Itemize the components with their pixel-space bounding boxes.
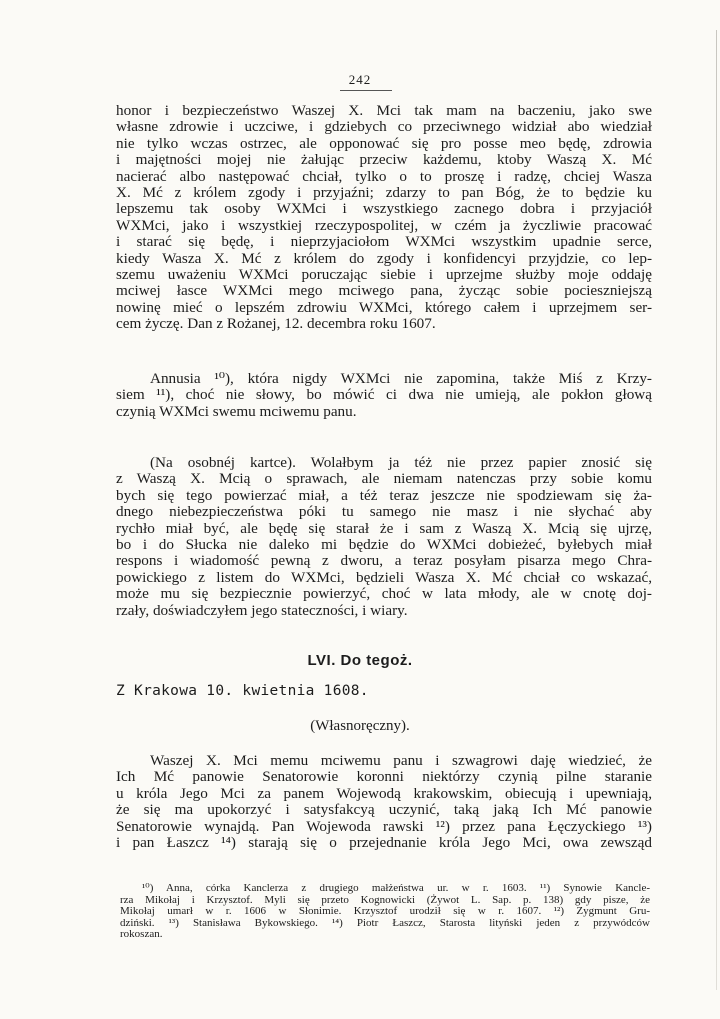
footnote-line: rza Mikołaj i Krzysztof. Myli się przeto Kognowicki (Żywot L. Sap. p. 138) gdy pisze, że (120, 893, 650, 906)
text-line: dnego niebezpieczeństwa póki tu samego nie masz i nie słychać aby (116, 503, 652, 521)
page-number: 242 (348, 72, 372, 87)
text-line: Senatorowie wynajdą. Pan Wojewoda rawski ¹²) przez pana Łęczyckiego ¹³) (116, 817, 652, 835)
text-line: powickiego z listem do WXMci, będzieli Wasza X. Mć chciał co wskazać, (116, 568, 652, 586)
text-line: honor i bezpieczeństwo Waszej X. Mci tak mam na baczeniu, jako swe (116, 102, 652, 119)
text-line: respons i wiadomość pewną z dworu, a teraz posyłam pisarza mego Chra- (116, 552, 652, 570)
text-line: siem ¹¹), choć nie słowy, bo mówić ci dwa nie umieją, ale pokłon głową (116, 386, 652, 404)
letter-end-paragraph (116, 103, 652, 333)
text-line: czynią WXMci swemu mciwemu panu. (116, 402, 357, 420)
text-line: WXMci, jako i wszystkiej rzeczypospolitej, w czém ja życzliwie pracować (116, 216, 652, 234)
text-line: i starać się będę, i nieprzyjaciołom WXMci wszystkim upadnie serce, (116, 233, 652, 251)
scan-edge (716, 30, 717, 990)
postscript-kartka (116, 455, 652, 619)
text-line: mciwej łasce WXMci mego mciwego pana, życząc sobie pocieszniejszą (116, 282, 652, 300)
new-letter-paragraph (116, 753, 652, 851)
text-line: X. Mć z królem zgody i przyjaźni; zdarzy to pan Bóg, że to będzie ku (116, 184, 652, 202)
text-line: nacierać albo następować chciał, tylko o to proszę i radzę, chciej Wasza (116, 167, 652, 185)
text-line: nie tylko wczas ostrzec, ale opponować się pro posse meo będę, zdrowia (116, 134, 652, 152)
text-line: że się ma upokorzyć i satysfakcyą uczynić, taką jaką Ich Mć panowie (116, 801, 652, 819)
text-line: u króla Jego Mci za panem Wojewodą krakowskim, obiecują i upewniają, (116, 784, 652, 802)
text-line: i pan Łaszcz ¹⁴) starają się o przejednanie króla Jego Mci, owa zewsząd (116, 834, 652, 852)
text-line: nowinę mieć o lepszém zdrowiu WXMci, którego całem i uprzejmem ser- (116, 298, 652, 316)
text-line: rychło miał być, ale będę się starał że i sam z Waszą X. Mcią się ujrzę, (116, 519, 652, 537)
text-line: własne zdrowie i uczciwe, i gdziebych co przeciwnego widział abo wiedział (116, 118, 652, 136)
postscript-annusia (116, 371, 652, 420)
footnote-line: ¹⁰) Anna, córka Kanclerza z drugiego małżeństwa ur. w r. 1603. ¹¹) Synowie Kancle- (142, 882, 650, 894)
text-line: bo i do Słucka nie daleko mi będzie do WXMci dobieżeć, byłebych miał (116, 536, 652, 554)
text-line: rzały, doświadczyłem jego stateczności, i wiary. (116, 601, 408, 619)
footnotes (120, 883, 650, 941)
text-line: cem życzę. Dan z Rożanej, 12. decembra roku 1607. (116, 315, 436, 333)
text-line: i majętności mojej nie żałując przeciw każdemu, ktoby Waszą X. Mć (116, 151, 652, 169)
text-line: z Waszą X. Mcią o sprawach, ale niemam natenczas przy sobie komu (116, 470, 652, 488)
text-line: szemu uważeniu WXMci poruczając siebie i uprzejme służby moje oddaję (116, 266, 652, 284)
letter-dateline: Z Krakowa 10. kwietnia 1608. (116, 683, 369, 699)
footnote-line: rokoszan. (120, 928, 163, 941)
text-line: Waszej X. Mci memu mciwemu panu i szwagrowi daję wiedzieć, że (150, 752, 652, 769)
footnote-line: Mikołaj umarł w r. 1606 w Słonimie. Krzysztof urodził się w r. 1607. ¹²) Zygmunt Gru- (120, 905, 650, 918)
text-line: kiedy Wasza X. Mć z królem do zgody i konfidencyi przyjdzie, co lep- (116, 249, 652, 267)
header-rule (340, 90, 392, 91)
text-line: bych się tego powierzać miał, a téż teraz jeszcze nie spodziewam się ża- (116, 486, 652, 504)
text-line: może mu się bezpiecznie powierzyć, choć w lata młody, ale w cnotę doj- (116, 585, 652, 603)
autograph-note: (Własnoręczny). (310, 718, 410, 734)
footnote-line: dziński. ¹³) Stanisława Bykowskiego. ¹⁴) Piotr Łaszcz, Starosta lityński jeden z przywódców (120, 916, 650, 929)
section-heading: LVI. Do tegoż. (307, 652, 413, 669)
text-line: Ich Mć panowie Senatorowie koronni niektórzy czynią pilne staranie (116, 768, 652, 786)
text-line: lepszemu tak osoby WXMci i wszystkiego zacnego dobra i przyjaciół (116, 200, 652, 218)
text-line: Annusia ¹⁰), która nigdy WXMci nie zapomina, także Miś z Krzy- (150, 370, 652, 387)
text-line: (Na osobnéj kartce). Wolałbym ja téż nie przez papier znosić się (150, 454, 652, 471)
